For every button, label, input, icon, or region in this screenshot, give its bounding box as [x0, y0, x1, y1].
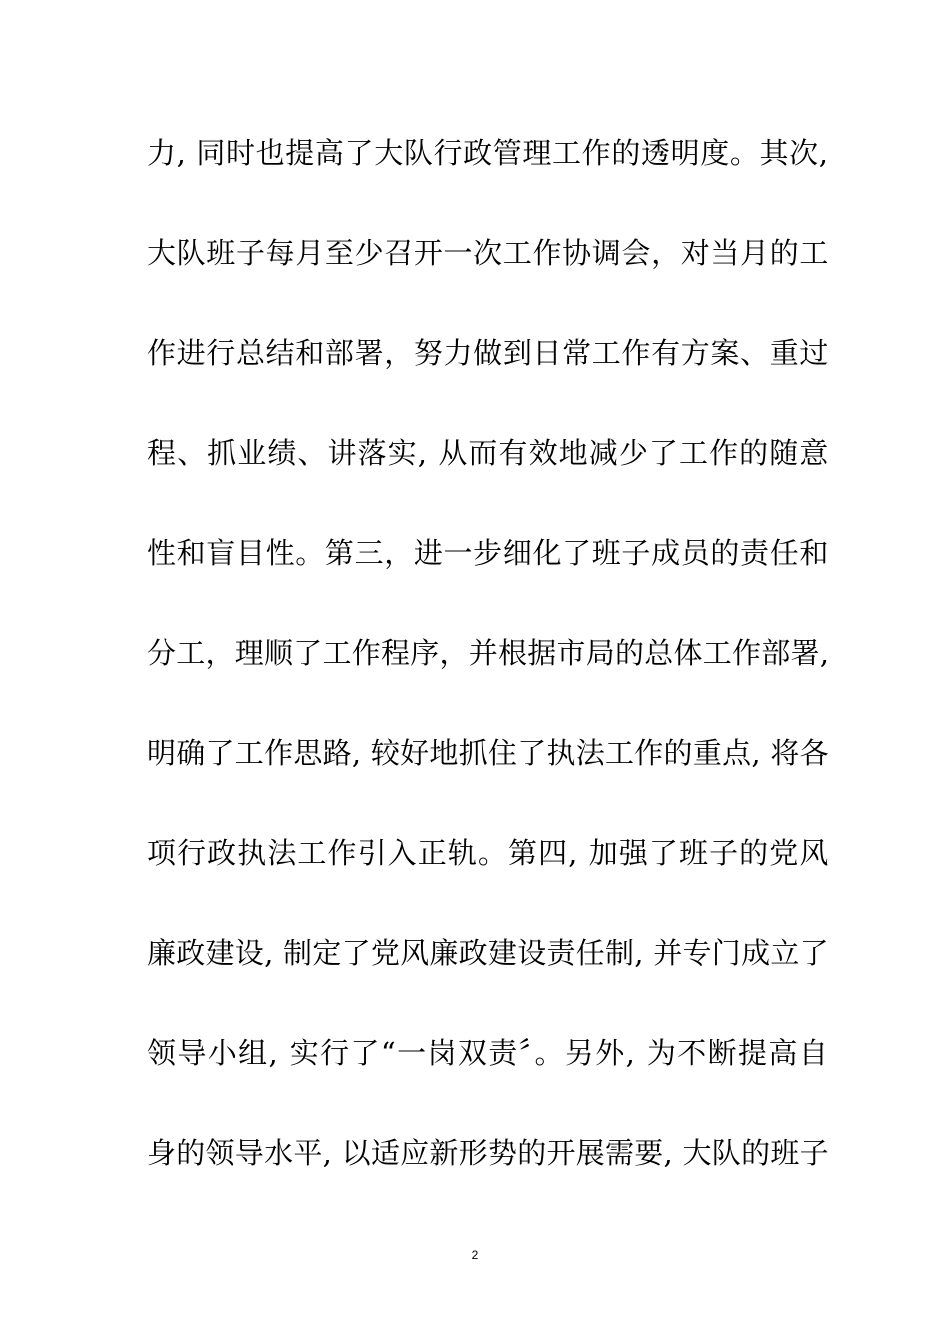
page-number: 2 [471, 1248, 479, 1262]
text-line: 明确了工作思路, 较好地抓住了执法工作的重点, 将各 [147, 736, 829, 770]
text-line: 程、抓业绩、讲落实, 从而有效地减少了工作的随意 [147, 436, 830, 470]
text-line: 分工，理顺了工作程序，并根据市局的总体工作部署, [147, 636, 830, 670]
text-line: 性和盲目性。第三，进一步细化了班子成员的责任和 [147, 536, 830, 570]
text-line: 力, 同时也提高了大队行政管理工作的透明度。其次, [147, 136, 829, 170]
text-line: 作进行总结和部署，努力做到日常工作有方案、重过 [147, 336, 830, 370]
text-line: 大队班子每月至少召开一次工作协调会，对当月的工 [147, 236, 830, 270]
text-line: 身的领导水平, 以适应新形势的开展需要, 大队的班子 [147, 1136, 829, 1170]
text-line: 项行政执法工作引入正轨。第四, 加强了班子的党风 [147, 836, 830, 870]
text-line: 领导小组, 实行了“一岗双责〞。另外, 为不断提高自 [147, 1036, 830, 1070]
text-line: 廉政建设, 制定了党风廉政建设责任制, 并专门成立了 [147, 936, 829, 970]
body-text [147, 128, 830, 1228]
